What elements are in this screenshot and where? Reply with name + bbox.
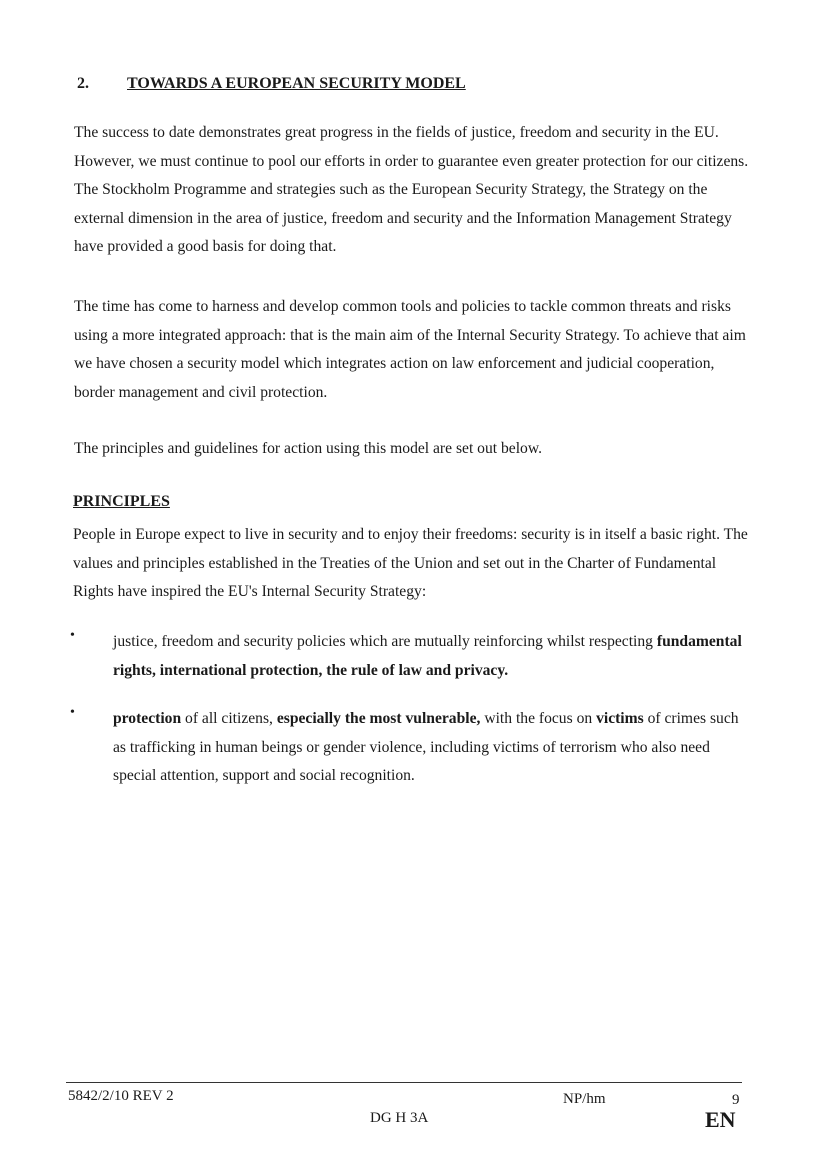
footer-initials: NP/hm (563, 1091, 606, 1107)
bullet-item-2 (113, 705, 753, 791)
bullet-2-bold-victims: victims (596, 710, 644, 727)
footer-page-number: 9 (732, 1092, 740, 1108)
paragraph-2: The time has come to harness and develop common tools and policies to tackle common threats and risks using a more integrated approach: that is the main aim of the Internal Security Strategy. To achieve that aim we have chosen a security model which integrates action on law enforcement and judicial cooperation, border management and civil protection. (74, 298, 746, 401)
bullet-2-bold-vulnerable: especially the most vulnerable, (276, 710, 481, 727)
bullet-icon: • (70, 628, 75, 643)
section-number: 2. (77, 75, 89, 92)
footer-language: EN (705, 1107, 736, 1132)
principles-heading: PRINCIPLES (73, 493, 170, 510)
bullet-icon: • (70, 705, 75, 720)
bullet-2-text-a: of all citizens, (181, 710, 277, 727)
section-title: TOWARDS A EUROPEAN SECURITY MODEL (127, 75, 466, 92)
bullet-1-bold: fundamental rights, international protection, the rule of law and privacy. (113, 633, 742, 679)
paragraph-3: The principles and guidelines for action using this model are set out below. (74, 440, 542, 457)
principles-intro: People in Europe expect to live in security and to enjoy their freedoms: security is in itself a basic right. The values and principles established in the Treaties of the Union and set out in the Charter of Fundamental Rights have inspired the EU's Internal Security Strategy: (73, 526, 748, 600)
footer-directorate: DG H 3A (370, 1110, 429, 1126)
bullet-item-1 (113, 628, 753, 685)
bullet-2-bold-protection: protection (113, 710, 182, 727)
footer-divider (66, 1082, 742, 1083)
paragraph-1: The success to date demonstrates great progress in the fields of justice, freedom and security in the EU. However, we must continue to pool our efforts in order to guarantee even greater protection for our citizens. The Stockholm Programme and strategies such as the European Security Strategy, the Strategy on the external dimension in the area of justice, freedom and security and the Information Management Strategy have provided a good basis for doing that. (74, 124, 749, 255)
bullet-2-text-b: with the focus on (480, 710, 597, 727)
footer-reference: 5842/2/10 REV 2 (68, 1088, 174, 1104)
section-heading (77, 75, 466, 93)
bullet-1-text: justice, freedom and security policies which are mutually reinforcing whilst respecting (113, 633, 657, 650)
bullet-2-text-c: of crimes such as trafficking in human beings or gender violence, including victims of terrorism who also need special attention, support and social recognition. (113, 710, 739, 784)
